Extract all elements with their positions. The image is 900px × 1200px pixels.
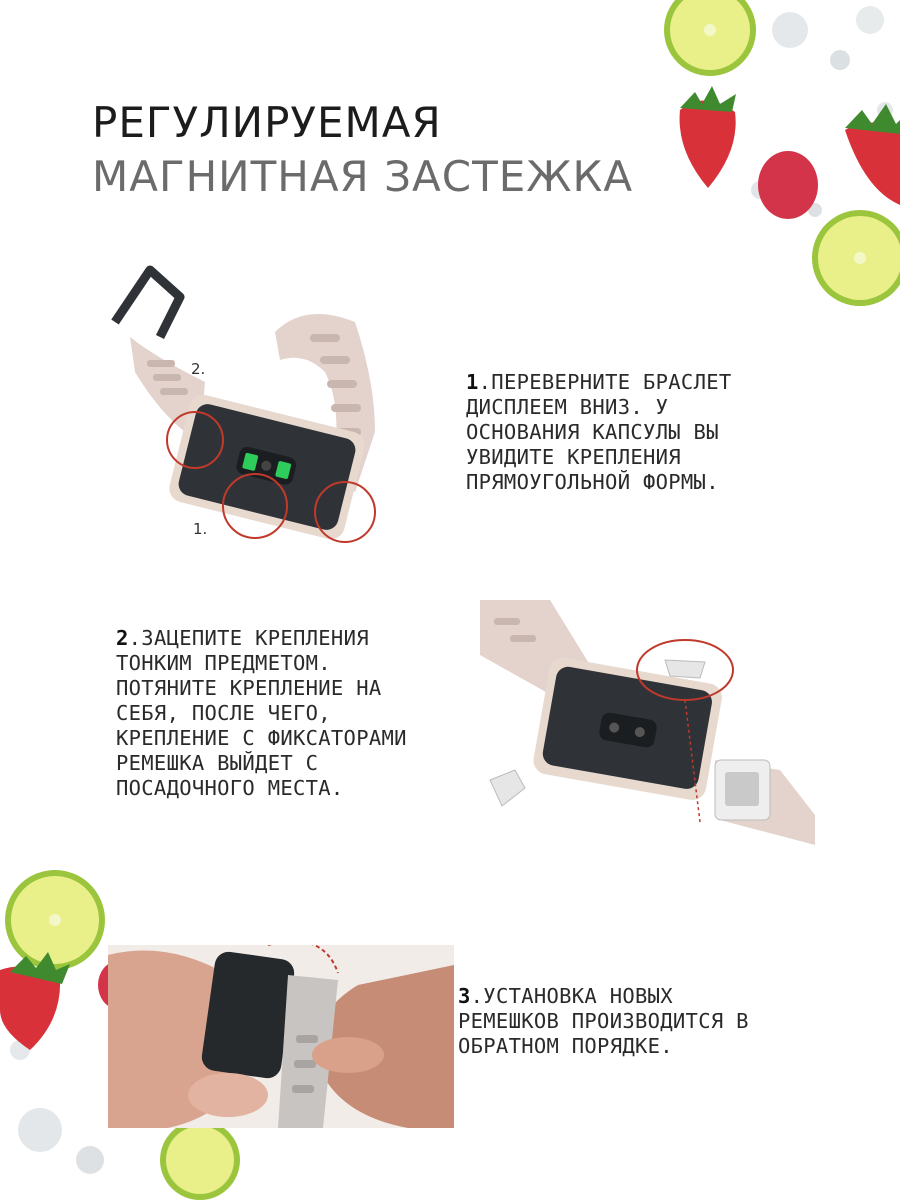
fruit-decoration-top-right <box>640 0 900 320</box>
photo-latch-detached <box>480 600 820 845</box>
step-2-text: 2.ЗАЦЕПИТЕ КРЕПЛЕНИЯ ТОНКИМ ПРЕДМЕТОМ. ПОТЯНИТЕ КРЕПЛЕНИЕ НА СЕБЯ, ПОСЛЕ ЧЕГО, КРЕПЛЕНИЕ С ФИКСАТОРАМИ РЕМЕШКА ВЫЙДЕТ С ПОСАДОЧНОГО МЕСТА. <box>116 626 407 800</box>
title-line-1: РЕГУЛИРУЕМАЯ <box>92 98 442 147</box>
lime-slice-bottom <box>5 870 105 970</box>
latch-piece-top <box>665 660 705 678</box>
strawberry-top <box>680 86 736 188</box>
step-number: 1 <box>466 370 479 394</box>
lime-slice-right <box>812 210 900 306</box>
strawberry-right <box>845 104 900 205</box>
photo-band-back <box>105 262 395 572</box>
step-3-text: 3.УСТАНОВКА НОВЫХ РЕМЕШКОВ ПРОИЗВОДИТСЯ В ОБРАТНОМ ПОРЯДКЕ. <box>458 984 749 1058</box>
latch-piece-left <box>490 770 525 806</box>
photo-hands-install <box>108 945 454 1128</box>
step-number: 3 <box>458 984 471 1008</box>
step-1-text: 1.ПЕРЕВЕРНИТЕ БРАСЛЕТ ДИСПЛЕЕМ ВНИЗ. У ОСНОВАНИЯ КАПСУЛЫ ВЫ УВИДИТЕ КРЕПЛЕНИЯ ПРЯМОУГОЛЬНОЙ ФОРМЫ. <box>466 370 732 494</box>
label-1: 1. <box>193 520 208 538</box>
title-line-2: МАГНИТНАЯ ЗАСТЕЖКА <box>92 152 634 201</box>
lime-slice-top <box>664 0 756 76</box>
capsule-in-hand <box>200 950 296 1080</box>
step-number: 2 <box>116 626 129 650</box>
buckle-frame <box>115 270 180 337</box>
raspberry <box>758 151 818 219</box>
lime-slice-bottom-2 <box>160 1120 240 1200</box>
label-2: 2. <box>191 360 206 378</box>
